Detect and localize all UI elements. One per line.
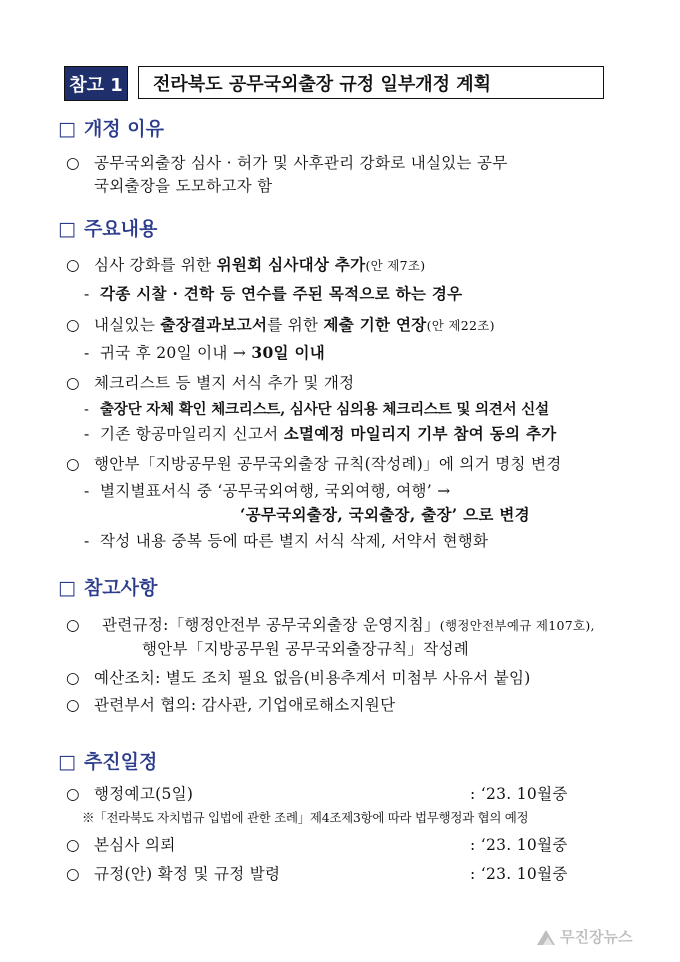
sub-item-text: 작성 내용 중복 등에 따른 별지 서식 삭제, 서약서 현행화 xyxy=(100,532,489,550)
item-text: 심사 강화를 위한 xyxy=(94,256,217,274)
section-heading-main xyxy=(58,214,157,241)
bullet-glyph: ○ xyxy=(66,865,80,883)
item-text-bold: 위원회 심사대상 추가 xyxy=(216,255,366,274)
section-title: 개정 이유 xyxy=(83,118,164,140)
sub-item xyxy=(84,398,549,419)
reference-tag: 참고 1 xyxy=(64,66,128,101)
list-item xyxy=(66,452,562,474)
dash-glyph: - xyxy=(84,425,90,443)
document-header xyxy=(64,66,604,99)
sub-item-text-bold: 30일 이내 xyxy=(251,343,326,362)
bullet-glyph: ○ xyxy=(66,785,80,803)
schedule-row xyxy=(66,833,176,855)
sub-item xyxy=(84,282,462,304)
section-heading-schedule xyxy=(58,747,157,774)
list-item-continuation xyxy=(142,637,469,659)
item-text-small: (안 제22조) xyxy=(426,318,495,333)
list-item xyxy=(66,693,395,715)
item-text: 국외출장을 도모하고자 함 xyxy=(94,177,273,195)
sub-item-text: 각종 시찰 · 견학 등 연수를 주된 목적으로 하는 경우 xyxy=(100,284,463,303)
sub-item-text: 출장단 자체 확인 체크리스트, 심사단 심의용 체크리스트 및 의견서 신설 xyxy=(100,401,549,418)
section-title: 추진일정 xyxy=(83,751,158,773)
section-title: 주요내용 xyxy=(83,218,158,240)
document-title: 전라북도 공무국외출장 규정 일부개정 계획 xyxy=(138,66,604,99)
bullet-glyph: ○ xyxy=(66,374,80,392)
dash-glyph: - xyxy=(84,402,89,418)
list-item xyxy=(66,371,354,393)
list-item xyxy=(66,613,595,635)
sub-item-text: 별지별표서식 중 ‘공무국외여행, 국외여행, 여행’ → xyxy=(100,482,451,500)
dash-glyph: - xyxy=(84,344,90,362)
section-heading-reason xyxy=(58,114,164,141)
dash-glyph: - xyxy=(84,482,90,500)
schedule-date: : ‘23. 10월중 xyxy=(470,785,568,803)
list-item xyxy=(66,313,495,335)
box-glyph: □ xyxy=(58,218,76,240)
schedule-date: : ‘23. 10월중 xyxy=(470,865,568,883)
watermark-text: 무진장뉴스 xyxy=(560,928,633,946)
watermark xyxy=(536,926,632,947)
schedule-note: ※「전라북도 자치법규 입법에 관한 조례」제4조제3항에 따라 법무행정과 협의 예정 xyxy=(82,810,529,825)
item-text: 관련규정:「행정안전부 공무국외출장 운영지침」 xyxy=(102,616,440,634)
item-text: 내실있는 xyxy=(94,316,161,334)
schedule-row xyxy=(66,862,280,884)
box-glyph: □ xyxy=(58,118,76,140)
item-text: 관련부서 협의: 감사관, 기업애로해소지원단 xyxy=(94,696,396,714)
sub-item xyxy=(84,529,488,551)
sub-item xyxy=(84,422,557,444)
sub-item-text: 기존 항공마일리지 신고서 xyxy=(100,425,284,443)
list-item-continuation xyxy=(94,174,272,196)
bullet-glyph: ○ xyxy=(66,316,80,334)
item-text-small: (행정안전부예규 제107호), xyxy=(439,618,595,633)
sub-item-continuation xyxy=(240,503,530,525)
list-item xyxy=(66,666,531,688)
section-title: 참고사항 xyxy=(83,577,158,599)
sub-item-text-bold: ‘공무국외출장, 국외출장, 출장’ 으로 변경 xyxy=(240,505,530,524)
item-text-small: (안 제7조) xyxy=(365,258,426,273)
sub-item-text: 귀국 후 20일 이내 → xyxy=(100,344,252,362)
item-text: 행안부「지방공무원 공무국외출장 규칙(작성례)」에 의거 명칭 변경 xyxy=(94,455,562,473)
sub-item-text-bold: 소멸예정 마일리지 기부 참여 동의 추가 xyxy=(283,424,557,443)
schedule-row xyxy=(66,782,193,804)
bullet-glyph: ○ xyxy=(66,836,80,854)
schedule-date: : ‘23. 10월중 xyxy=(470,836,568,854)
item-text: 예산조치: 별도 조치 필요 없음(비용추계서 미첨부 사유서 붙임) xyxy=(94,669,531,687)
logo-icon xyxy=(536,928,556,946)
sub-item xyxy=(84,479,451,501)
bullet-glyph: ○ xyxy=(66,256,80,274)
list-item xyxy=(66,151,508,173)
schedule-label: 본심사 의뢰 xyxy=(94,836,176,854)
item-text-bold: 출장결과보고서 xyxy=(160,315,268,334)
item-text-bold: 제출 기한 연장 xyxy=(323,315,427,334)
box-glyph: □ xyxy=(58,577,76,599)
bullet-glyph: ○ xyxy=(66,455,80,473)
bullet-glyph: ○ xyxy=(66,669,80,687)
list-item xyxy=(66,253,425,275)
bullet-glyph: ○ xyxy=(66,154,80,172)
bullet-glyph: ○ xyxy=(66,616,80,634)
section-heading-ref xyxy=(58,573,157,600)
item-text: 를 위한 xyxy=(267,316,324,334)
item-text: 체크리스트 등 별지 서식 추가 및 개정 xyxy=(94,374,355,392)
item-text: 공무국외출장 심사 · 허가 및 사후관리 강화로 내실있는 공무 xyxy=(94,154,508,172)
sub-item xyxy=(84,341,325,363)
bullet-glyph: ○ xyxy=(66,696,80,714)
schedule-label: 규정(안) 확정 및 규정 발령 xyxy=(94,865,281,883)
dash-glyph: - xyxy=(84,285,90,303)
dash-glyph: - xyxy=(84,532,90,550)
schedule-label: 행정예고(5일) xyxy=(94,785,194,803)
box-glyph: □ xyxy=(58,751,76,773)
item-text: 행안부「지방공무원 공무국외출장규칙」작성례 xyxy=(142,640,470,658)
